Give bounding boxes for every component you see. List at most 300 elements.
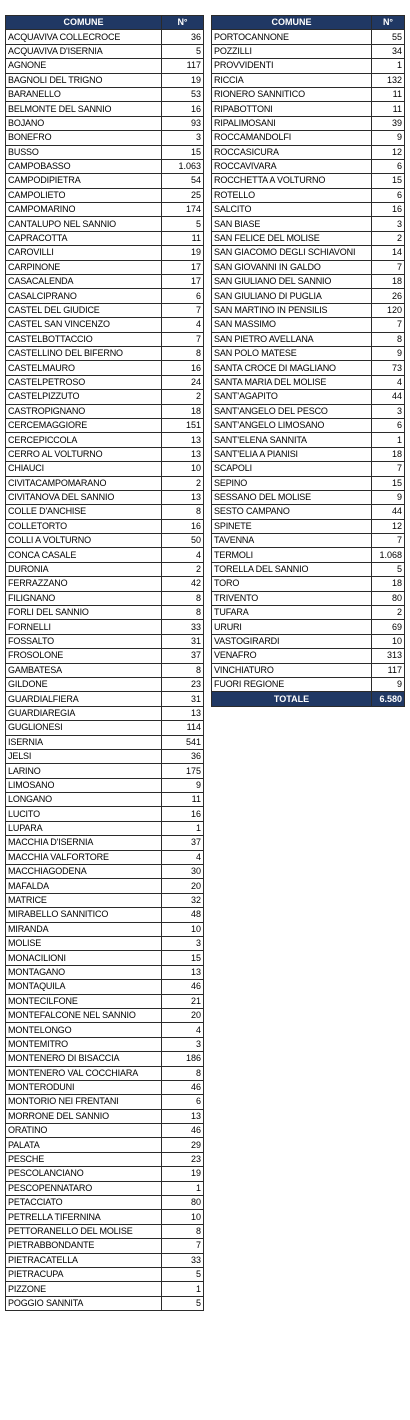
table-row: [212, 303, 405, 317]
count-cell: 93: [162, 116, 204, 130]
count-cell: 3: [372, 217, 405, 231]
comune-cell: RICCIA: [212, 73, 372, 87]
table-row: [212, 159, 405, 173]
table-row: [6, 922, 204, 936]
count-cell: 11: [162, 231, 204, 245]
table-row: [6, 692, 204, 706]
comune-cell: PORTOCANNONE: [212, 30, 372, 44]
comune-cell: GUARDIALFIERA: [6, 692, 162, 706]
table-row: [6, 1138, 204, 1152]
comune-cell: BARANELLO: [6, 87, 162, 101]
comune-cell: PESCHE: [6, 1152, 162, 1166]
count-cell: 30: [162, 865, 204, 879]
table-row: [6, 1008, 204, 1022]
comune-cell: PETACCIATO: [6, 1196, 162, 1210]
comune-cell: MONTENERO DI BISACCIA: [6, 1052, 162, 1066]
table-row: [6, 1095, 204, 1109]
comune-cell: FOSSALTO: [6, 634, 162, 648]
comune-cell: SAN MARTINO IN PENSILIS: [212, 303, 372, 317]
count-cell: 10: [372, 634, 405, 648]
count-cell: 5: [372, 562, 405, 576]
comune-cell: FILIGNANO: [6, 591, 162, 605]
count-cell: 18: [372, 577, 405, 591]
comune-cell: CHIAUCI: [6, 462, 162, 476]
count-cell: 132: [372, 73, 405, 87]
table-row: [212, 620, 405, 634]
table-row: [6, 1196, 204, 1210]
table-row: [6, 865, 204, 879]
table-row: [6, 1181, 204, 1195]
comune-cell: CERCEMAGGIORE: [6, 418, 162, 432]
table-row: [212, 203, 405, 217]
comune-cell: MONTAGANO: [6, 965, 162, 979]
comune-cell: CAPRACOTTA: [6, 231, 162, 245]
table-row: [6, 606, 204, 620]
table-row: [212, 476, 405, 490]
count-cell: 80: [372, 591, 405, 605]
count-cell: 1.068: [372, 548, 405, 562]
count-cell: 186: [162, 1052, 204, 1066]
count-cell: 7: [372, 260, 405, 274]
comune-cell: CAMPOBASSO: [6, 159, 162, 173]
table-row: [6, 1253, 204, 1267]
table-row: [212, 87, 405, 101]
count-cell: 32: [162, 893, 204, 907]
table-row: [6, 1124, 204, 1138]
table-row: [6, 1296, 204, 1310]
comune-cell: MACCHIA D'ISERNIA: [6, 836, 162, 850]
count-cell: 8: [162, 1066, 204, 1080]
count-cell: 1.063: [162, 159, 204, 173]
table-row: [6, 994, 204, 1008]
count-cell: 39: [372, 116, 405, 130]
comune-cell: CASTROPIGNANO: [6, 404, 162, 418]
count-cell: 15: [162, 145, 204, 159]
count-cell: 2: [372, 231, 405, 245]
count-cell: 8: [162, 346, 204, 360]
count-cell: 1: [372, 59, 405, 73]
table-row: [6, 965, 204, 979]
table-row: [212, 519, 405, 533]
table-row: [6, 418, 204, 432]
table-row: [212, 418, 405, 432]
table-row: [6, 159, 204, 173]
count-cell: 7: [162, 1239, 204, 1253]
comune-cell: SANT'ANGELO LIMOSANO: [212, 418, 372, 432]
table-row: [6, 390, 204, 404]
comune-cell: MATRICE: [6, 893, 162, 907]
comune-cell: POZZILLI: [212, 44, 372, 58]
comune-cell: SESTO CAMPANO: [212, 505, 372, 519]
count-cell: 10: [162, 922, 204, 936]
table-row: [6, 1282, 204, 1296]
count-cell: 1: [162, 821, 204, 835]
count-cell: 54: [162, 174, 204, 188]
comune-cell: CAROVILLI: [6, 246, 162, 260]
table-row: [212, 577, 405, 591]
comune-cell: CASTEL DEL GIUDICE: [6, 303, 162, 317]
comune-cell: SAN GIACOMO DEGLI SCHIAVONI: [212, 246, 372, 260]
count-cell: 10: [162, 462, 204, 476]
count-cell: 9: [162, 778, 204, 792]
table-row: [212, 490, 405, 504]
table-row: [6, 87, 204, 101]
total-row: [212, 692, 405, 706]
table-row: [6, 505, 204, 519]
comune-cell: URURI: [212, 620, 372, 634]
table-row: [6, 1267, 204, 1281]
comune-cell: ORATINO: [6, 1124, 162, 1138]
count-cell: 8: [162, 606, 204, 620]
comune-cell: DURONIA: [6, 562, 162, 576]
table-row: [212, 73, 405, 87]
count-cell: 17: [162, 275, 204, 289]
comune-cell: SAN FELICE DEL MOLISE: [212, 231, 372, 245]
table-row: [6, 519, 204, 533]
count-cell: 23: [162, 677, 204, 691]
table-row: [212, 231, 405, 245]
comune-cell: CASTELPETROSO: [6, 375, 162, 389]
comune-cell: PROVVIDENTI: [212, 59, 372, 73]
table-row: [212, 102, 405, 116]
comune-cell: VASTOGIRARDI: [212, 634, 372, 648]
count-cell: 11: [162, 793, 204, 807]
table-row: [6, 649, 204, 663]
table-row: [212, 548, 405, 562]
table-row: [6, 1023, 204, 1037]
comune-cell: CASTEL SAN VINCENZO: [6, 318, 162, 332]
table-row: [6, 951, 204, 965]
count-cell: 9: [372, 346, 405, 360]
comune-cell: FROSOLONE: [6, 649, 162, 663]
comune-cell: LUPARA: [6, 821, 162, 835]
comune-cell: RIONERO SANNITICO: [212, 87, 372, 101]
comune-cell: GAMBATESA: [6, 663, 162, 677]
comune-cell: MONTECILFONE: [6, 994, 162, 1008]
total-label: TOTALE: [212, 692, 372, 706]
count-cell: 16: [162, 519, 204, 533]
count-cell: 6: [372, 418, 405, 432]
table-row: [6, 893, 204, 907]
table-row: [6, 937, 204, 951]
count-cell: 19: [162, 246, 204, 260]
table-row: [6, 73, 204, 87]
count-cell: 13: [162, 490, 204, 504]
table-row: [212, 217, 405, 231]
comune-cell: CIVITANOVA DEL SANNIO: [6, 490, 162, 504]
count-cell: 50: [162, 534, 204, 548]
table-row: [6, 318, 204, 332]
count-cell: 2: [162, 562, 204, 576]
comune-cell: SPINETE: [212, 519, 372, 533]
table-row: [212, 404, 405, 418]
count-cell: 7: [372, 462, 405, 476]
comune-cell: FORLI DEL SANNIO: [6, 606, 162, 620]
table-row: [6, 778, 204, 792]
comune-cell: AGNONE: [6, 59, 162, 73]
table-row: [6, 1109, 204, 1123]
count-cell: 6: [372, 159, 405, 173]
table-row: [212, 606, 405, 620]
table-row: [6, 275, 204, 289]
table-row: [212, 677, 405, 691]
comune-cell: PESCOLANCIANO: [6, 1167, 162, 1181]
table-row: [212, 663, 405, 677]
comune-cell: COLLE D'ANCHISE: [6, 505, 162, 519]
comune-cell: TAVENNA: [212, 534, 372, 548]
table-row: [6, 677, 204, 691]
table-row: [212, 390, 405, 404]
count-cell: 8: [162, 663, 204, 677]
left-header-row: [6, 16, 204, 30]
comune-cell: SANTA MARIA DEL MOLISE: [212, 375, 372, 389]
table-row: [6, 850, 204, 864]
comune-cell: VENAFRO: [212, 649, 372, 663]
table-row: [212, 260, 405, 274]
table-row: [6, 562, 204, 576]
comune-cell: PIETRACUPA: [6, 1267, 162, 1281]
table-row: [6, 332, 204, 346]
table-row: [6, 44, 204, 58]
right-table: [211, 15, 405, 707]
table-row: [6, 217, 204, 231]
comune-cell: JELSI: [6, 749, 162, 763]
column-header-comune: COMUNE: [212, 16, 372, 30]
comune-cell: ROTELLO: [212, 188, 372, 202]
comune-cell: GUARDIAREGIA: [6, 706, 162, 720]
table-row: [6, 145, 204, 159]
comune-cell: SAN POLO MATESE: [212, 346, 372, 360]
count-cell: 55: [372, 30, 405, 44]
count-cell: 19: [162, 73, 204, 87]
comune-cell: TORELLA DEL SANNIO: [212, 562, 372, 576]
table-row: [212, 59, 405, 73]
table-row: [6, 303, 204, 317]
count-cell: 15: [372, 174, 405, 188]
comune-cell: CIVITACAMPOMARANO: [6, 476, 162, 490]
table-row: [212, 361, 405, 375]
count-cell: 37: [162, 649, 204, 663]
comune-cell: MONTEFALCONE NEL SANNIO: [6, 1008, 162, 1022]
count-cell: 9: [372, 677, 405, 691]
count-cell: 117: [162, 59, 204, 73]
comune-cell: MIRANDA: [6, 922, 162, 936]
table-row: [6, 490, 204, 504]
comune-cell: PIETRABBONDANTE: [6, 1239, 162, 1253]
table-row: [212, 534, 405, 548]
count-cell: 15: [162, 951, 204, 965]
table-row: [6, 102, 204, 116]
comune-cell: TUFARA: [212, 606, 372, 620]
table-row: [6, 188, 204, 202]
comune-cell: MONTERODUNI: [6, 1080, 162, 1094]
table-row: [6, 620, 204, 634]
column-header-n: N°: [162, 16, 204, 30]
table-row: [6, 1037, 204, 1051]
table-row: [212, 246, 405, 260]
comune-cell: MAFALDA: [6, 879, 162, 893]
table-row: [212, 116, 405, 130]
comune-cell: MONTENERO VAL COCCHIARA: [6, 1066, 162, 1080]
table-row: [6, 1210, 204, 1224]
count-cell: 73: [372, 361, 405, 375]
table-row: [6, 260, 204, 274]
count-cell: 114: [162, 721, 204, 735]
table-row: [212, 318, 405, 332]
comune-cell: SANT'AGAPITO: [212, 390, 372, 404]
count-cell: 2: [372, 606, 405, 620]
count-cell: 7: [162, 332, 204, 346]
table-row: [212, 30, 405, 44]
count-cell: 6: [162, 289, 204, 303]
count-cell: 1: [372, 433, 405, 447]
comune-cell: SANTA CROCE DI MAGLIANO: [212, 361, 372, 375]
count-cell: 37: [162, 836, 204, 850]
table-row: [6, 1066, 204, 1080]
column-header-n: N°: [372, 16, 405, 30]
left-table: [5, 15, 204, 1311]
count-cell: 16: [162, 102, 204, 116]
count-cell: 9: [372, 131, 405, 145]
table-row: [212, 131, 405, 145]
table-row: [6, 721, 204, 735]
comune-cell: SEPINO: [212, 476, 372, 490]
table-row: [6, 706, 204, 720]
right-header-row: [212, 16, 405, 30]
count-cell: 7: [372, 534, 405, 548]
comune-cell: ROCCAMANDOLFI: [212, 131, 372, 145]
comune-cell: MONTAQUILA: [6, 980, 162, 994]
table-row: [212, 289, 405, 303]
table-row: [6, 1167, 204, 1181]
comune-cell: CASTELBOTTACCIO: [6, 332, 162, 346]
table-row: [6, 821, 204, 835]
count-cell: 13: [162, 706, 204, 720]
comune-cell: COLLI A VOLTURNO: [6, 534, 162, 548]
table-row: [6, 462, 204, 476]
count-cell: 12: [372, 145, 405, 159]
comune-cell: SANT'ELIA A PIANISI: [212, 447, 372, 461]
count-cell: 13: [162, 1109, 204, 1123]
comune-cell: SAN GIULIANO DEL SANNIO: [212, 275, 372, 289]
table-row: [212, 562, 405, 576]
count-cell: 13: [162, 447, 204, 461]
count-cell: 8: [162, 591, 204, 605]
count-cell: 46: [162, 1080, 204, 1094]
comune-cell: BUSSO: [6, 145, 162, 159]
count-cell: 6: [162, 1095, 204, 1109]
table-row: [6, 634, 204, 648]
table-row: [6, 591, 204, 605]
comune-cell: MORRONE DEL SANNIO: [6, 1109, 162, 1123]
count-cell: 18: [372, 447, 405, 461]
comune-cell: PIETRACATELLA: [6, 1253, 162, 1267]
table-row: [212, 44, 405, 58]
count-cell: 5: [162, 1296, 204, 1310]
count-cell: 31: [162, 692, 204, 706]
count-cell: 4: [162, 1023, 204, 1037]
count-cell: 29: [162, 1138, 204, 1152]
count-cell: 16: [372, 203, 405, 217]
table-row: [6, 908, 204, 922]
count-cell: 4: [162, 548, 204, 562]
table-row: [6, 231, 204, 245]
count-cell: 23: [162, 1152, 204, 1166]
comune-cell: RIPABOTTONI: [212, 102, 372, 116]
table-row: [6, 361, 204, 375]
table-row: [6, 375, 204, 389]
comune-cell: SAN GIULIANO DI PUGLIA: [212, 289, 372, 303]
comune-cell: CASTELLINO DEL BIFERNO: [6, 346, 162, 360]
comune-cell: SAN BIASE: [212, 217, 372, 231]
count-cell: 541: [162, 735, 204, 749]
count-cell: 26: [372, 289, 405, 303]
count-cell: 7: [372, 318, 405, 332]
comune-cell: CASTELMAURO: [6, 361, 162, 375]
table-row: [6, 174, 204, 188]
count-cell: 10: [162, 1210, 204, 1224]
count-cell: 12: [372, 519, 405, 533]
comune-cell: SAN GIOVANNI IN GALDO: [212, 260, 372, 274]
table-row: [212, 447, 405, 461]
comune-cell: COLLETORTO: [6, 519, 162, 533]
comune-cell: BAGNOLI DEL TRIGNO: [6, 73, 162, 87]
count-cell: 36: [162, 30, 204, 44]
count-cell: 8: [162, 1224, 204, 1238]
table-row: [6, 59, 204, 73]
table-row: [6, 1152, 204, 1166]
comune-cell: BELMONTE DEL SANNIO: [6, 102, 162, 116]
comune-cell: SAN MASSIMO: [212, 318, 372, 332]
comune-cell: MONTELONGO: [6, 1023, 162, 1037]
count-cell: 19: [162, 1167, 204, 1181]
comune-cell: ROCCASICURA: [212, 145, 372, 159]
comune-cell: CONCA CASALE: [6, 548, 162, 562]
comune-cell: LUCITO: [6, 807, 162, 821]
count-cell: 14: [372, 246, 405, 260]
count-cell: 5: [162, 44, 204, 58]
count-cell: 46: [162, 980, 204, 994]
table-row: [212, 332, 405, 346]
comune-cell: CASACALENDA: [6, 275, 162, 289]
count-cell: 25: [162, 188, 204, 202]
count-cell: 20: [162, 879, 204, 893]
comune-cell: MACCHIA VALFORTORE: [6, 850, 162, 864]
table-row: [212, 649, 405, 663]
count-cell: 44: [372, 505, 405, 519]
count-cell: 151: [162, 418, 204, 432]
count-cell: 9: [372, 490, 405, 504]
comune-cell: ACQUAVIVA COLLECROCE: [6, 30, 162, 44]
count-cell: 1: [162, 1181, 204, 1195]
table-row: [6, 749, 204, 763]
comune-cell: LONGANO: [6, 793, 162, 807]
table-row: [6, 1080, 204, 1094]
total-value: 6.580: [372, 692, 405, 706]
comune-cell: CAMPOMARINO: [6, 203, 162, 217]
comune-cell: ROCCHETTA A VOLTURNO: [212, 174, 372, 188]
count-cell: 8: [372, 332, 405, 346]
count-cell: 120: [372, 303, 405, 317]
table-row: [6, 548, 204, 562]
count-cell: 80: [162, 1196, 204, 1210]
comune-cell: SCAPOLI: [212, 462, 372, 476]
comune-cell: CAMPOLIETO: [6, 188, 162, 202]
table-row: [6, 980, 204, 994]
count-cell: 33: [162, 620, 204, 634]
column-header-comune: COMUNE: [6, 16, 162, 30]
count-cell: 44: [372, 390, 405, 404]
